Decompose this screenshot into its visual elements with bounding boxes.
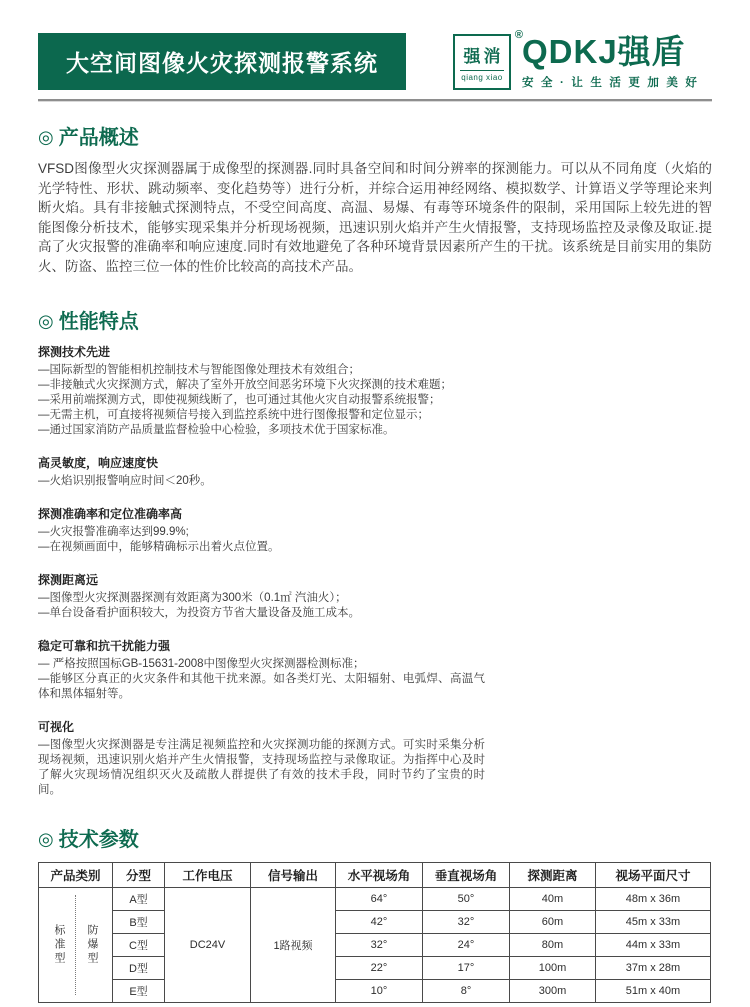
col-header-signal: 信号输出 [251, 863, 336, 888]
plane-size-cell: 44m x 33m [596, 934, 711, 957]
feature-line: —采用前端探测方式，即使视频线断了，也可通过其他火灾自动报警系统报警； [38, 394, 441, 406]
section-bullet-icon: ◎ [38, 126, 54, 147]
table-row [39, 980, 711, 1003]
overview-heading-label: 产品概述 [58, 127, 139, 149]
plane-size-cell: 45m x 33m [596, 911, 711, 934]
feature-group-title: 探测距离远 [38, 573, 99, 587]
feature-line: —在视频画面中，能够精确标示出着火点位置。 [38, 541, 280, 553]
feature-line: — 严格按照国标GB-15631-2008中图像型火灾探测器检测标准； [38, 658, 365, 670]
brand-wordmark-block [522, 34, 712, 90]
feature-group-title: 探测技术先进 [38, 345, 111, 359]
model-cell: E型 [113, 980, 165, 1003]
page-title: 大空间图像火灾探测报警系统 [38, 33, 406, 90]
feature-line: —火灾报警准确率达到99.9%; [38, 526, 189, 538]
feature-group-sensitivity [38, 454, 485, 489]
specs-heading-label: 技术参数 [58, 829, 139, 851]
seal-pinyin-text: qiang xiao [461, 73, 503, 82]
table-row [39, 911, 711, 934]
feature-line: —图像型火灾探测器是专注满足视频监控和火灾探测功能的探测方式。可实时采集分析现场视频，迅速识别火焰并产生火情报警，支持现场监控与录像取证。为指挥中心及时了解火灾现场情况组织灭火及疏散人群提供了有效的技术手段，同时节约了宝贵的时间。 [38, 739, 485, 796]
section-heading-specs [38, 823, 712, 852]
brand-wordmark: QDKJ强盾 [522, 33, 686, 70]
table-row [39, 888, 711, 911]
section-heading-overview [38, 121, 712, 150]
feature-line: —无需主机，可直接将视频信号接入到监控系统中进行图像报警和定位显示； [38, 409, 429, 421]
distance-cell: 40m [510, 888, 596, 911]
model-cell: B型 [113, 911, 165, 934]
feature-line: —单台设备看护面积较大，为投资方节省大量设备及施工成本。 [38, 607, 360, 619]
seal-logo [453, 29, 523, 90]
col-header-voltage: 工作电压 [165, 863, 251, 888]
section-bullet-icon: ◎ [38, 828, 54, 849]
col-header-h-angle: 水平视场角 [336, 863, 423, 888]
model-cell: A型 [113, 888, 165, 911]
model-cell: D型 [113, 957, 165, 980]
feature-line: —国际新型的智能相机控制技术与智能图像处理技术有效组合； [38, 364, 360, 376]
feature-group-distance [38, 571, 485, 621]
feature-group-title: 高灵敏度，响应速度快 [38, 456, 159, 470]
category-explosionproof-label: 防爆型 [86, 924, 98, 966]
category-standard-label: 标准型 [53, 924, 65, 966]
v-angle-cell: 24° [423, 934, 510, 957]
col-header-distance: 探测距离 [510, 863, 596, 888]
feature-group-detection-tech [38, 343, 485, 438]
v-angle-cell: 50° [423, 888, 510, 911]
distance-cell: 300m [510, 980, 596, 1003]
col-header-v-angle: 垂直视场角 [423, 863, 510, 888]
category-dotted-divider [75, 895, 76, 995]
signal-cell: 1路视频 [251, 888, 336, 1003]
feature-line: —通过国家消防产品质量监督检验中心检验，多项技术优于国家标准。 [38, 424, 395, 436]
plane-size-cell: 51m x 40m [596, 980, 711, 1003]
h-angle-cell: 22° [336, 957, 423, 980]
v-angle-cell: 32° [423, 911, 510, 934]
brand-logo [453, 29, 712, 90]
feature-group-title: 探测准确率和定位准确率高 [38, 507, 183, 521]
table-row [39, 957, 711, 980]
plane-size-cell: 37m x 28m [596, 957, 711, 980]
feature-line: —图像型火灾探测器探测有效距离为300米（0.1㎡ 汽油火）； [38, 592, 347, 604]
specs-header-row [39, 863, 711, 888]
category-cell [39, 888, 113, 1003]
feature-line: —非接触式火灾探测方式，解决了室外开放空间恶劣环境下火灾探测的技术难题； [38, 379, 452, 391]
model-cell: C型 [113, 934, 165, 957]
feature-group-title: 可视化 [38, 720, 75, 734]
distance-cell: 100m [510, 957, 596, 980]
feature-group-reliability [38, 637, 485, 702]
brand-tagline: 安全·让生活更加美好 [522, 77, 705, 89]
distance-cell: 60m [510, 911, 596, 934]
h-angle-cell: 64° [336, 888, 423, 911]
header-divider [38, 99, 712, 101]
h-angle-cell: 42° [336, 911, 423, 934]
feature-line: —能够区分真正的火灾条件和其他干扰来源。如各类灯光、太阳辐射、电弧焊、高温气体和黑体辐射等。 [38, 673, 485, 700]
feature-line: —火焰识别报警响应时间＜20秒。 [38, 475, 212, 487]
col-header-model: 分型 [113, 863, 165, 888]
seal-divider [460, 70, 504, 71]
feature-group-title: 稳定可靠和抗干扰能力强 [38, 639, 171, 653]
v-angle-cell: 8° [423, 980, 510, 1003]
h-angle-cell: 32° [336, 934, 423, 957]
section-bullet-icon: ◎ [38, 310, 54, 331]
h-angle-cell: 10° [336, 980, 423, 1003]
col-header-plane-size: 视场平面尺寸 [596, 863, 711, 888]
voltage-cell: DC24V [165, 888, 251, 1003]
col-header-category: 产品类别 [39, 863, 113, 888]
feature-group-visualization [38, 718, 485, 798]
section-heading-features [38, 305, 712, 334]
registered-trademark-icon: ® [514, 29, 523, 41]
features-heading-label: 性能特点 [58, 311, 139, 333]
feature-group-accuracy [38, 505, 485, 555]
seal-chinese-text: 强消 [463, 47, 504, 66]
table-row [39, 934, 711, 957]
v-angle-cell: 17° [423, 957, 510, 980]
overview-paragraph: VFSD图像型火灾探测器属于成像型的探测器.同时具备空间和时间分辨率的探测能力。可以从不同角度（火焰的光学特性、形状、跳动频率、变化趋势等）进行分析，并综合运用神经网络、模拟数学、计算语义学等理论来判断火焰。具有非接触式探测特点，不受空间高度、高温、易爆、有毒等环境条件的限制，采用国际上较先进的智能图像分析技术，能够实现采集并分析现场视频，迅速识别火焰并产生火情报警，支持现场监控及录像及取证.提高了火灾报警的准确率和响应速度.同时有效地避免了各种环境背景因素所产生的干扰。该系统是目前实用的集防火、防盗、监控三位一体的性价比较高的高技术产品。 [38, 161, 712, 274]
specs-table [38, 862, 711, 1003]
distance-cell: 80m [510, 934, 596, 957]
plane-size-cell: 48m x 36m [596, 888, 711, 911]
page-header [38, 0, 712, 90]
